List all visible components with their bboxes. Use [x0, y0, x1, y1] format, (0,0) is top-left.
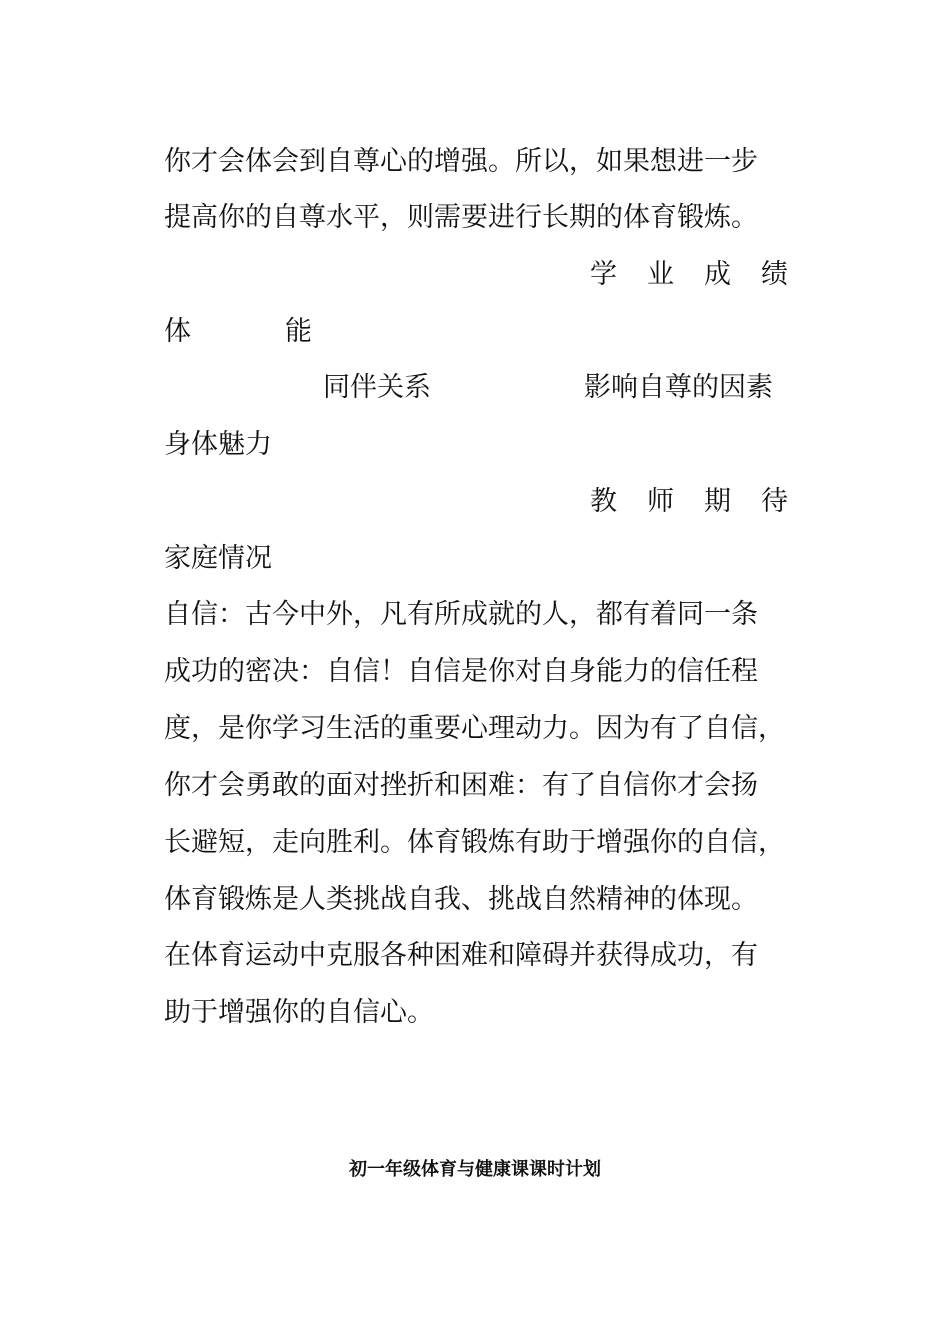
- confidence-line: 成功的密决：自信！自信是你对自身能力的信任程: [164, 656, 758, 687]
- confidence-line: 体育锻炼是人类挑战自我、挑战自然精神的体现。: [164, 884, 758, 915]
- intro-line-2: 提高你的自尊水平，则需要进行长期的体育锻炼。: [164, 202, 758, 233]
- confidence-line: 自信：古今中外，凡有所成就的人，都有着同一条: [164, 599, 758, 630]
- factor-attractiveness: 身体魅力: [164, 429, 272, 460]
- confidence-line: 在体育运动中克服各种困难和障碍并获得成功，有: [164, 940, 758, 971]
- factor-academic: 学业成绩: [590, 259, 818, 290]
- lesson-plan-heading: 初一年级体育与健康课课时计划: [349, 1159, 601, 1180]
- confidence-line: 助于增强你的自信心。: [164, 997, 434, 1028]
- confidence-line: 你才会勇敢的面对挫折和困难：有了自信你才会扬: [164, 770, 758, 801]
- factor-center: 影响自尊的因素: [584, 372, 773, 403]
- factor-teacher: 教师期待: [590, 486, 818, 517]
- confidence-line: 长避短，走向胜利。体育锻炼有助于增强你的自信，: [164, 827, 785, 858]
- intro-line-1: 你才会体会到自尊心的增强。所以，如果想进一步: [164, 146, 758, 177]
- factor-peers: 同伴关系: [323, 372, 431, 403]
- confidence-line: 度，是你学习生活的重要心理动力。因为有了自信，: [164, 713, 785, 744]
- factor-family: 家庭情况: [164, 543, 272, 574]
- factor-fitness: 体能: [164, 316, 406, 347]
